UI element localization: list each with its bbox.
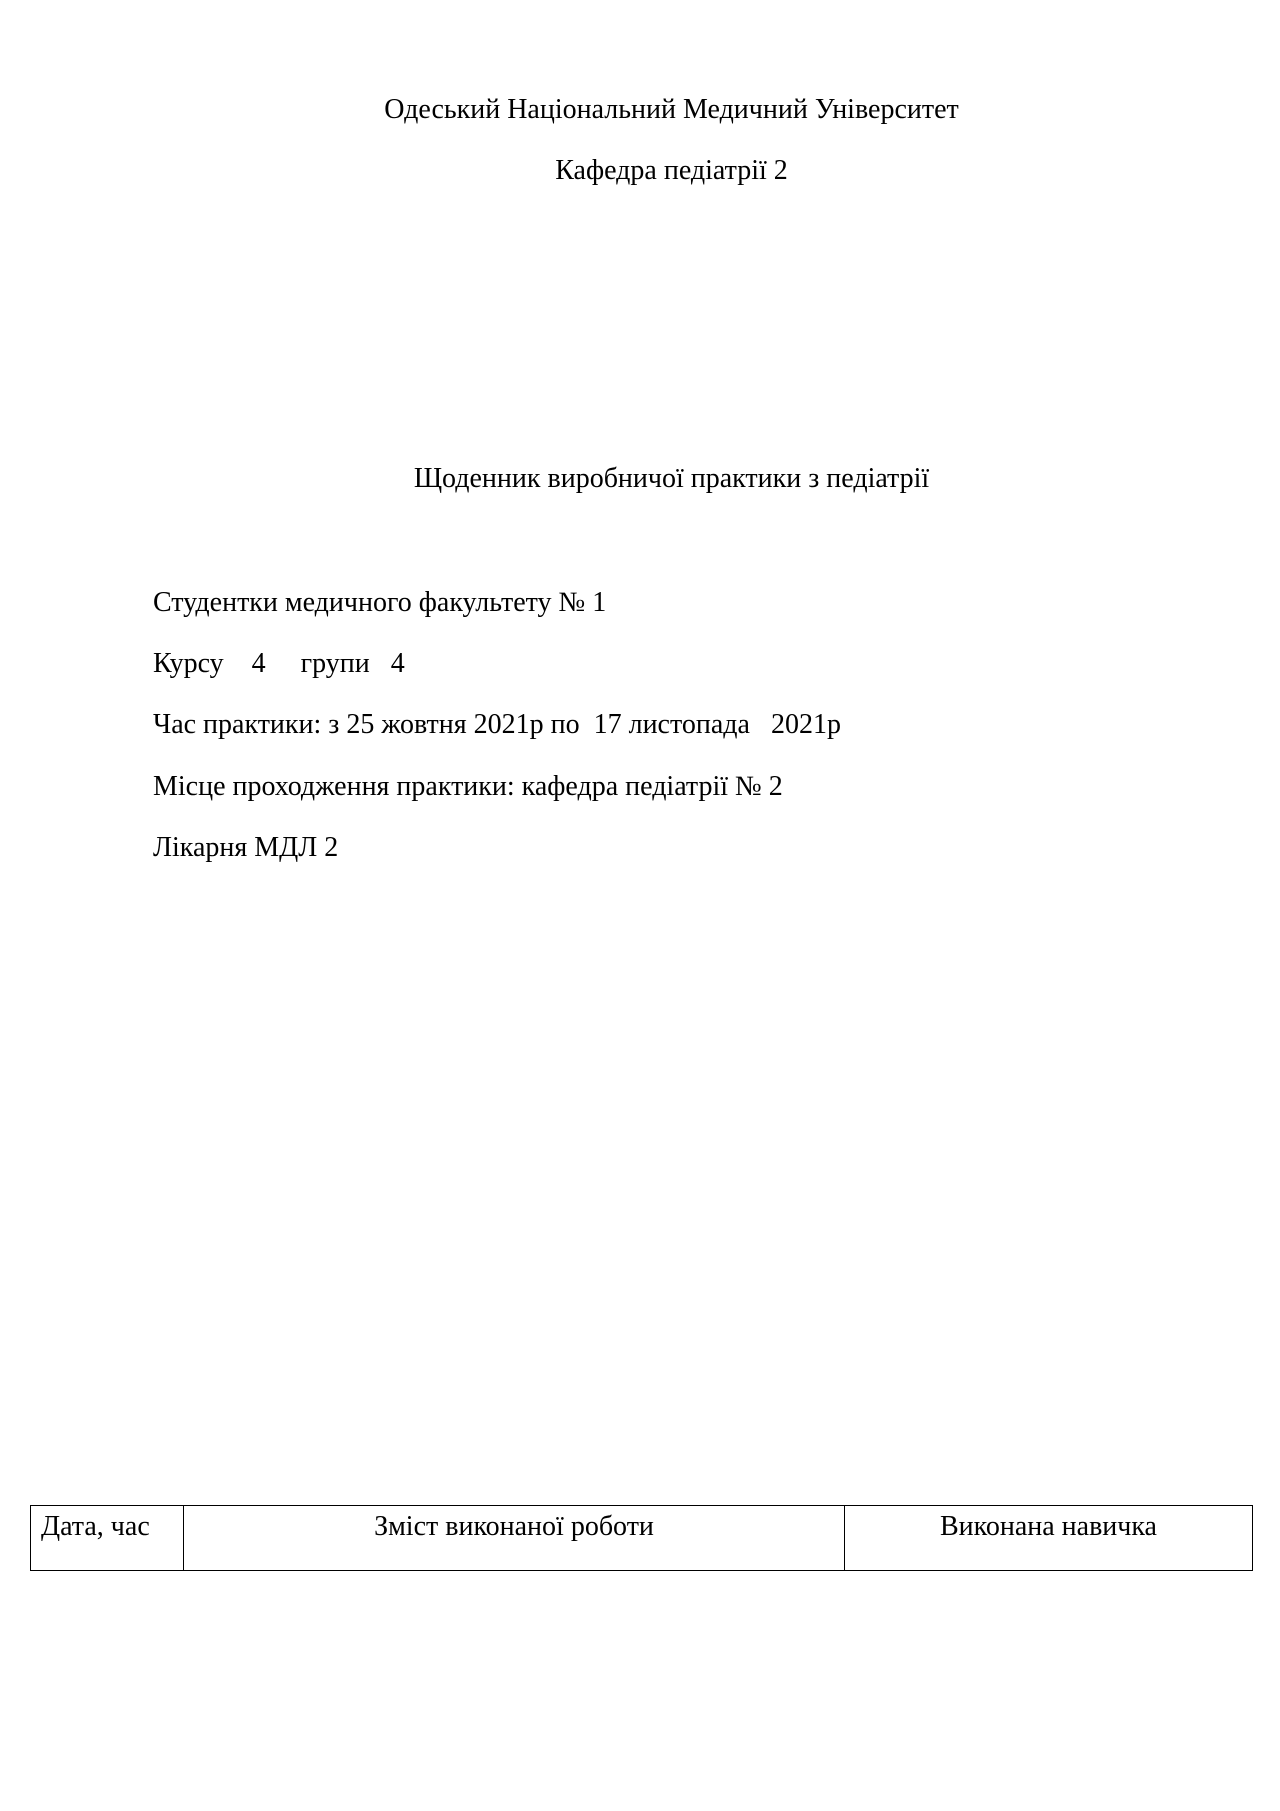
course-group-line: Курсу 4 групи 4 bbox=[153, 648, 405, 679]
practice-period-line: Час практики: з 25 жовтня 2021р по 17 листопада 2021р bbox=[153, 709, 841, 740]
document-title: Щоденник виробничої практики з педіатрії bbox=[413, 463, 930, 494]
column-header-date: Дата, час bbox=[31, 1506, 184, 1571]
column-header-skill: Виконана навичка bbox=[845, 1506, 1253, 1571]
hospital-line: Лікарня МДЛ 2 bbox=[153, 832, 339, 863]
table-header-row bbox=[31, 1506, 1253, 1571]
practice-log-table bbox=[30, 1505, 1253, 1571]
practice-place-line: Місце проходження практики: кафедра педіатрії № 2 bbox=[153, 771, 783, 802]
student-line: Студентки медичного факультету № 1 bbox=[153, 587, 607, 618]
department-name: Кафедра педіатрії 2 bbox=[555, 155, 788, 186]
column-header-work-content: Зміст виконаної роботи bbox=[184, 1506, 845, 1571]
university-name: Одеський Національний Медичний Університет bbox=[384, 94, 959, 125]
